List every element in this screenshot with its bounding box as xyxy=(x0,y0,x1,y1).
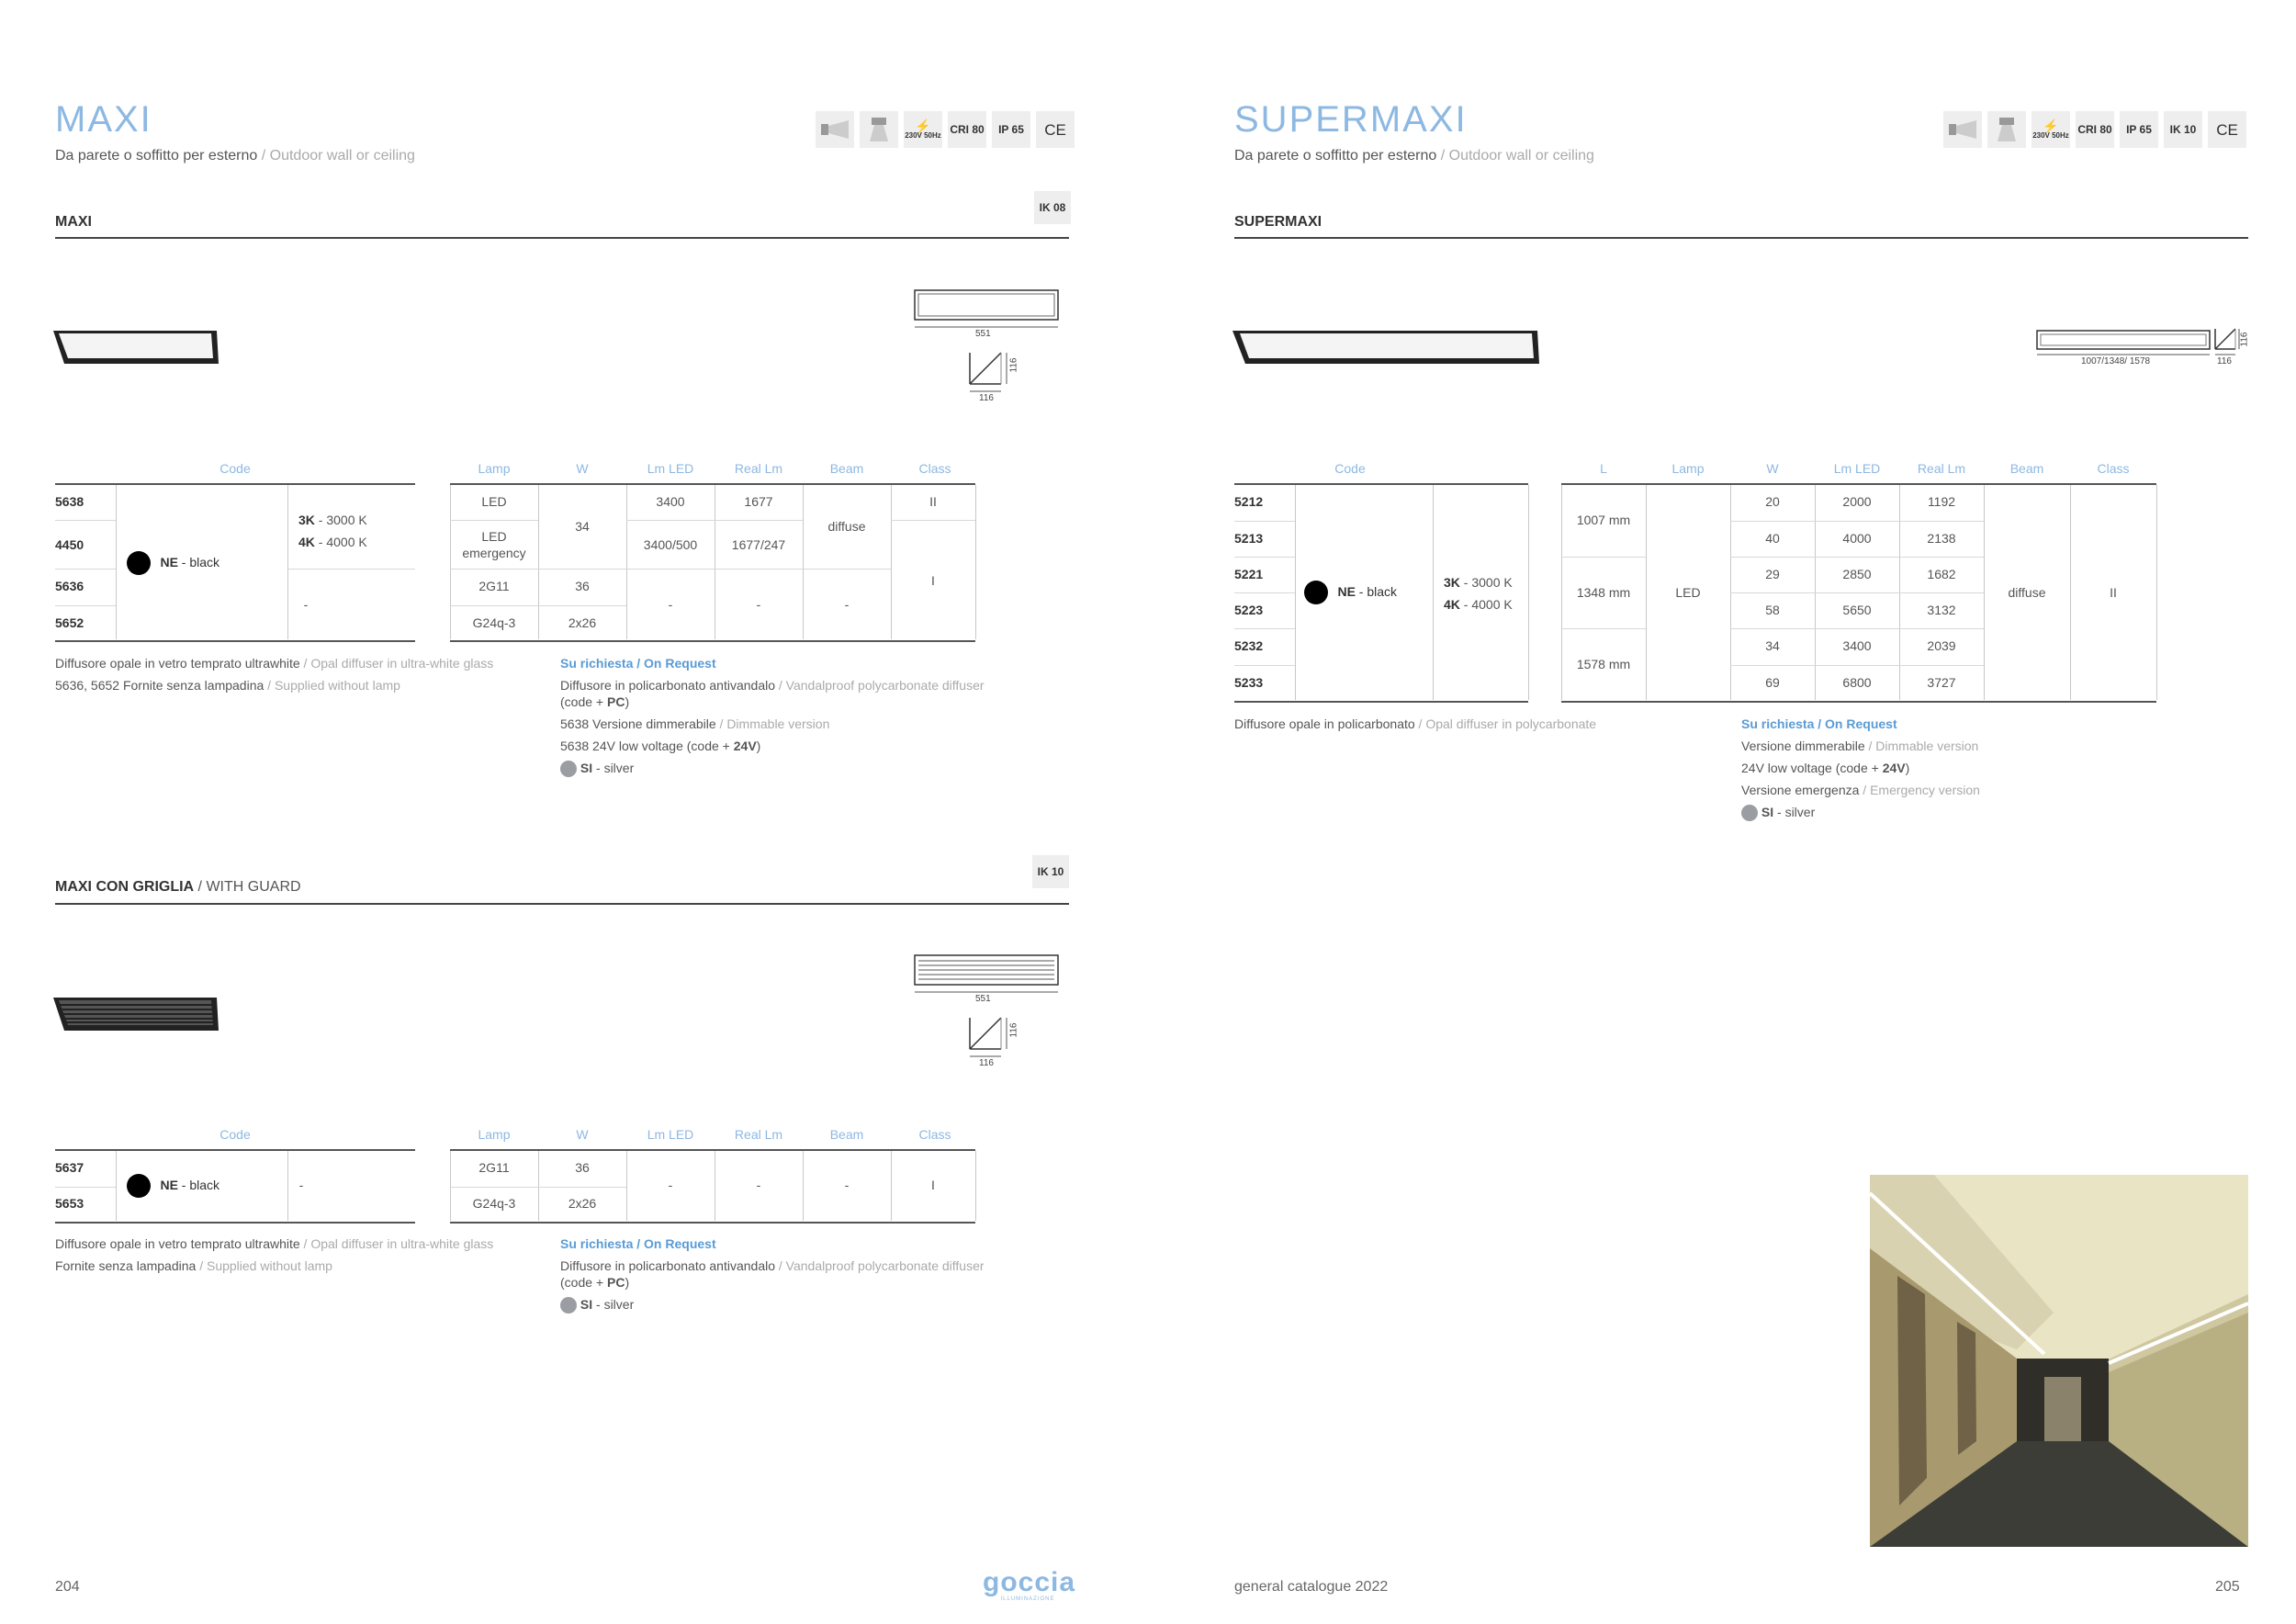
row-divider xyxy=(450,605,626,606)
ceiling-lamp-icon xyxy=(860,111,898,148)
wall-lamp-icon xyxy=(816,111,854,148)
row-divider xyxy=(450,520,538,521)
row-divider xyxy=(450,1187,626,1188)
beam-cell: diffuse xyxy=(827,519,866,534)
ik-rating-icon: IK 10 xyxy=(2164,111,2202,148)
page-subtitle: Da parete o soffitto per esterno / Outdoor wall or ceiling xyxy=(1234,148,1594,164)
row-divider xyxy=(1561,628,1646,629)
table-bottom-rule xyxy=(1561,701,2156,703)
row-divider xyxy=(1730,521,1984,522)
code-5638: 5638 xyxy=(55,494,84,509)
finish-silver: SI - silver xyxy=(560,1293,985,1315)
code-5232: 5232 xyxy=(1234,638,1264,653)
temp-dash: - xyxy=(298,1178,304,1192)
section-rule xyxy=(1234,237,2248,239)
row-divider xyxy=(450,569,803,570)
lmled-cell: 3400/500 xyxy=(643,537,698,552)
lmled-cell: 5650 xyxy=(1842,603,1872,617)
lmled-cell: 3400 xyxy=(1842,638,1872,653)
table-header-rule xyxy=(55,1149,415,1151)
beam-header: Beam xyxy=(2009,461,2044,476)
beam-cell: diffuse xyxy=(2008,585,2046,600)
col-divider xyxy=(975,1151,976,1221)
class-cell: II xyxy=(2110,585,2117,600)
lmled-cell: - xyxy=(668,1178,673,1192)
table-bottom-rule xyxy=(450,1222,975,1224)
table-bottom-rule xyxy=(55,640,415,642)
notes-on-request: Su richiesta / On Request Versione dimmerabile / Dimmable version 24V low voltage (code + 24V) Versione emergenza / Emergency version SI - silver xyxy=(1741,713,1980,823)
lamp-cell: LED xyxy=(481,494,507,509)
length-header: L xyxy=(1600,461,1607,476)
w-cell: 2x26 xyxy=(568,615,597,630)
w-header: W xyxy=(1766,461,1779,476)
lmled-cell: 3400 xyxy=(656,494,685,509)
maxi-product-image xyxy=(53,327,220,367)
beam-cell: - xyxy=(844,1178,850,1192)
w-header: W xyxy=(576,1127,589,1142)
w-cell: 58 xyxy=(1765,603,1780,617)
row-divider xyxy=(891,520,975,521)
length-cell: 1348 mm xyxy=(1576,585,1631,600)
reallm-header: Real Lm xyxy=(734,461,783,476)
col-divider xyxy=(975,485,976,639)
ce-mark-icon: CE xyxy=(1036,111,1075,148)
row-divider xyxy=(1730,557,1984,558)
ceiling-lamp-icon xyxy=(1987,111,2026,148)
notes-left: Diffusore opale in vetro temprato ultrawhite / Opal diffuser in ultra-white glass Fornite senza lampadina / Supplied without lamp xyxy=(55,1236,494,1273)
reallm-cell: 3132 xyxy=(1927,603,1956,617)
w-cell: 20 xyxy=(1765,494,1780,509)
dim-depth-label: 116 xyxy=(979,393,994,403)
lamp-cell: LED xyxy=(1675,585,1701,600)
row-divider xyxy=(1234,557,1295,558)
code-5223: 5223 xyxy=(1234,603,1264,617)
beam-cell: - xyxy=(844,597,850,612)
row-divider xyxy=(1730,665,1984,666)
lamp-cell: 2G11 xyxy=(478,579,510,593)
reallm-cell: 3727 xyxy=(1927,675,1956,690)
class-cell: I xyxy=(931,573,935,588)
notes-on-request: Su richiesta / On Request Diffusore in policarbonato antivandalo / Vandalproof polycarbonate diffuser (code + PC) 5638 Versione dimmerabile / Dimmable version 5638 24V low voltage (code + 24V) SI - silver xyxy=(560,652,985,779)
cri-icon: CRI 80 xyxy=(948,111,986,148)
beam-header: Beam xyxy=(829,461,864,476)
lmled-header: Lm LED xyxy=(1833,461,1881,476)
w-cell: 34 xyxy=(575,519,590,534)
row-divider xyxy=(1234,592,1295,593)
w-header: W xyxy=(576,461,589,476)
length-cell: 1578 mm xyxy=(1576,657,1631,671)
row-divider xyxy=(55,520,116,521)
page-number-right: 205 xyxy=(2215,1579,2240,1595)
ik-rating-badge: IK 08 xyxy=(1034,191,1071,224)
goccia-logo: goccia ILLUMINAZIONE xyxy=(983,1567,1076,1602)
voltage-icon: ⚡ 230V 50Hz xyxy=(2032,111,2070,148)
length-cell: 1007 mm xyxy=(1576,513,1631,527)
maxi-dimension-drawing xyxy=(909,287,1075,408)
class-cell: II xyxy=(929,494,937,509)
code-5233: 5233 xyxy=(1234,675,1264,690)
color-temps: 3K - 3000 K 4K - 4000 K xyxy=(298,513,367,549)
color-temps: 3K - 3000 K 4K - 4000 K xyxy=(1444,575,1513,612)
code-5636: 5636 xyxy=(55,579,84,593)
row-divider xyxy=(287,569,415,570)
lamp-header: Lamp xyxy=(1671,461,1705,476)
code-header: Code xyxy=(219,1127,251,1142)
lamp-cell: G24q-3 xyxy=(472,1196,516,1211)
lamp-header: Lamp xyxy=(478,1127,511,1142)
ce-mark-icon: CE xyxy=(2208,111,2246,148)
code-5637: 5637 xyxy=(55,1160,84,1175)
reallm-cell: 1677/247 xyxy=(731,537,786,552)
row-divider xyxy=(1561,557,1646,558)
ip-rating-icon: IP 65 xyxy=(2120,111,2158,148)
dim-height-label: 116 xyxy=(1008,1022,1019,1038)
dim-width-label: 1007/1348/ 1578 xyxy=(2081,356,2151,367)
notes-on-request: Su richiesta / On Request Diffusore in policarbonato antivandalo / Vandalproof polycarbonate diffuser (code + PC) SI - silver xyxy=(560,1233,985,1315)
lmled-cell: 2850 xyxy=(1842,567,1872,581)
voltage-icon: ⚡ 230V 50Hz xyxy=(904,111,942,148)
table-header-rule xyxy=(1561,483,2156,485)
col-divider xyxy=(803,485,804,639)
code-5652: 5652 xyxy=(55,615,84,630)
reallm-cell: 1677 xyxy=(744,494,773,509)
lmled-cell: - xyxy=(668,597,673,612)
reallm-cell: - xyxy=(756,1178,761,1192)
catalogue-label: general catalogue 2022 xyxy=(1234,1579,1389,1595)
w-cell: 36 xyxy=(575,1160,590,1175)
w-cell: 34 xyxy=(1765,638,1780,653)
class-header: Class xyxy=(918,1127,951,1142)
lmled-cell: 4000 xyxy=(1842,531,1872,546)
page-number-left: 204 xyxy=(55,1579,80,1595)
beam-header: Beam xyxy=(829,1127,864,1142)
row-divider xyxy=(626,520,803,521)
maxi-guard-product-image xyxy=(53,994,220,1034)
supermaxi-product-image xyxy=(1232,327,1541,367)
row-divider xyxy=(55,1187,116,1188)
finish-black: NE - black xyxy=(1304,581,1397,604)
lamp-cell: G24q-3 xyxy=(472,615,516,630)
lamp-cell: 2G11 xyxy=(478,1160,510,1175)
dim-height-label: 116 xyxy=(2239,332,2250,347)
page-title-maxi: MAXI xyxy=(55,99,152,140)
lmled-cell: 6800 xyxy=(1842,675,1872,690)
col-divider xyxy=(116,1151,117,1221)
table-header-rule xyxy=(450,1149,975,1151)
code-header: Code xyxy=(219,461,251,476)
reallm-cell: 1682 xyxy=(1927,567,1956,581)
notes-left: Diffusore opale in policarbonato / Opal diffuser in polycarbonate xyxy=(1234,716,1597,731)
reallm-header: Real Lm xyxy=(734,1127,783,1142)
w-cell: 36 xyxy=(575,579,590,593)
dim-depth-label: 116 xyxy=(979,1058,994,1068)
finish-silver: SI - silver xyxy=(560,757,985,779)
temp-dash: - xyxy=(303,597,309,612)
reallm-cell: 2039 xyxy=(1927,638,1956,653)
table-bottom-rule xyxy=(55,1222,415,1224)
lamp-header: Lamp xyxy=(478,461,511,476)
reallm-cell: 1192 xyxy=(1927,494,1956,509)
notes-left: Diffusore opale in vetro temprato ultrawhite / Opal diffuser in ultra-white glass 5636, 5652 Fornite senza lampadina / Supplied without lamp xyxy=(55,656,494,693)
row-divider xyxy=(55,605,116,606)
row-divider xyxy=(1730,628,1984,629)
col-divider xyxy=(1433,485,1434,700)
reallm-cell: - xyxy=(756,597,761,612)
lmled-header: Lm LED xyxy=(647,461,694,476)
code-5653: 5653 xyxy=(55,1196,84,1211)
row-divider xyxy=(1234,521,1295,522)
section-rule xyxy=(55,237,1069,239)
corridor-installation-photo xyxy=(1870,1175,2248,1547)
row-divider xyxy=(1234,665,1295,666)
class-header: Class xyxy=(918,461,951,476)
w-cell: 69 xyxy=(1765,675,1780,690)
wall-lamp-icon xyxy=(1943,111,1982,148)
code-header: Code xyxy=(1334,461,1366,476)
code-4450: 4450 xyxy=(55,537,84,552)
cri-icon: CRI 80 xyxy=(2076,111,2114,148)
col-divider xyxy=(287,485,288,639)
reallm-cell: 2138 xyxy=(1927,531,1956,546)
finish-black: NE - black xyxy=(127,551,219,575)
row-divider xyxy=(1234,628,1295,629)
col-divider xyxy=(116,485,117,639)
dim-width-label: 551 xyxy=(975,994,991,1004)
section-title-maxi-guard: MAXI CON GRIGLIA / WITH GUARD xyxy=(55,879,301,895)
reallm-header: Real Lm xyxy=(1917,461,1966,476)
code-5212: 5212 xyxy=(1234,494,1264,509)
lamp-cell: LED emergency xyxy=(462,529,526,560)
dim-height-label: 116 xyxy=(1008,357,1019,373)
row-divider xyxy=(55,569,116,570)
table-bottom-rule xyxy=(450,640,975,642)
code-5221: 5221 xyxy=(1234,567,1264,581)
table-bottom-rule xyxy=(1234,701,1528,703)
maxi-guard-dimension-drawing xyxy=(909,952,1075,1073)
finish-silver: SI - silver xyxy=(1741,801,1980,823)
w-cell: 40 xyxy=(1765,531,1780,546)
col-divider xyxy=(1528,485,1529,700)
ik-rating-badge: IK 10 xyxy=(1032,855,1069,888)
ip-rating-icon: IP 65 xyxy=(992,111,1030,148)
row-divider xyxy=(1730,592,1984,593)
dim-depth-label: 116 xyxy=(2217,356,2232,367)
class-cell: I xyxy=(931,1178,935,1192)
col-divider xyxy=(2156,485,2157,700)
lmled-header: Lm LED xyxy=(647,1127,694,1142)
section-title-supermaxi: SUPERMAXI xyxy=(1234,214,1322,230)
table-header-rule xyxy=(450,483,975,485)
page-title-supermaxi: SUPERMAXI xyxy=(1234,99,1468,140)
section-rule xyxy=(55,903,1069,905)
lmled-cell: 2000 xyxy=(1842,494,1872,509)
class-header: Class xyxy=(2097,461,2130,476)
table-header-rule xyxy=(55,483,415,485)
section-title-maxi: MAXI xyxy=(55,214,92,230)
col-divider xyxy=(1295,485,1296,700)
finish-black: NE - black xyxy=(127,1174,219,1198)
table-header-rule xyxy=(1234,483,1528,485)
w-cell: 29 xyxy=(1765,567,1780,581)
page-subtitle: Da parete o soffitto per esterno / Outdoor wall or ceiling xyxy=(55,148,415,164)
w-cell: 2x26 xyxy=(568,1196,597,1211)
row-divider xyxy=(803,569,891,570)
dim-width-label: 551 xyxy=(975,329,991,339)
code-5213: 5213 xyxy=(1234,531,1264,546)
